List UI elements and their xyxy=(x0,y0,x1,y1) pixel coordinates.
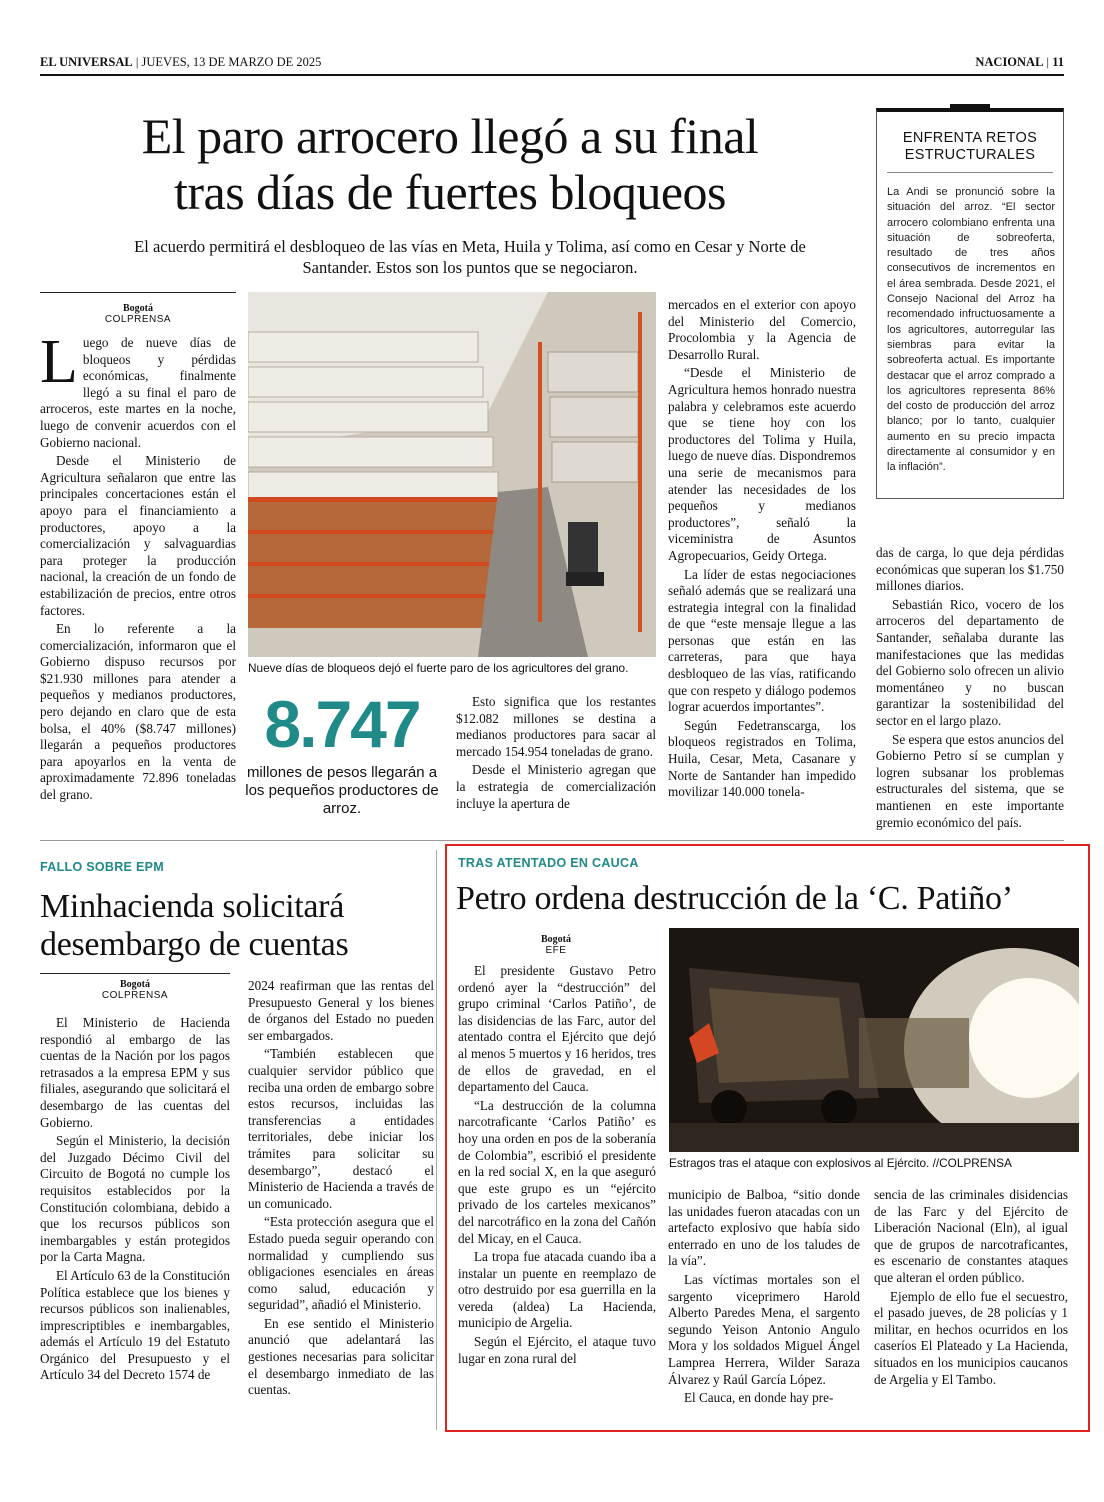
cauca-kicker: TRAS ATENTADO EN CAUCA xyxy=(458,856,639,870)
paper-name: EL UNIVERSAL xyxy=(40,55,133,69)
paragraph: “Desde el Ministerio de Agricultura hemos honrado nuestra palabra y celebramos este acuerdo que se tiene hoy con los productores del Tolima y Huila, luego de nueve días. Dispondremos una serie de mecanismos para atender las necesidades de los pequeños y medianos productores”, señaló la viceministra de Asuntos Agropecuarios, Geidy Ortega. xyxy=(668,365,856,563)
paragraph: En ese sentido el Ministerio anunció que adelantará las gestiones necesarias para solicitar el desembargo inmediato de las cuentas. xyxy=(248,1315,434,1398)
section-name: NACIONAL xyxy=(975,55,1044,69)
epm-column-1 xyxy=(40,1015,230,1386)
paragraph: 2024 reafirman que las rentas del Presupuesto General y los bienes de órganos del Estado no pueden ser embargados. xyxy=(248,978,434,1043)
paragraph: Se espera que estos anuncios del Gobierno Petro sí se cumplan y logren subsanar los problemas estructurales del sistema, que se mantienen en este importante gremio económico del país. xyxy=(876,731,1064,830)
paragraph: Esto significa que los restantes $12.082 millones se destina a medianos productores para sacar al mercado 154.954 toneladas de grano. xyxy=(456,694,656,759)
main-column-1 xyxy=(40,328,236,806)
paragraph: Ejemplo de ello fue el secuestro, el pasado jueves, de 28 policías y 1 militar, en hechos ocurridos en los caseríos El Plateado y La Hacienda, situados en los municipios caucanos de Argelia y El Tambo. xyxy=(874,1288,1068,1387)
sidebar-body: La Andi se pronunció sobre la situación del arroz. “El sector arrocero colombiano enfrenta una situación de sobreoferta, resultado de tres años consecutivos de incrementos en el área sembrada. Desde 2021, el Consejo Nacional del Arroz ha recomendado infructuosamente a los agricultores, autorregular las siembras para evitar la sobreoferta actual. Es importante destacar que el arroz comprado a los agricultores representa 86% del costo de producción del arroz blanco; por lo tanto, cualquier aumento en su precio impacta directamente al consumidor y en la inflación”. xyxy=(887,186,1055,474)
epm-kicker: FALLO SOBRE EPM xyxy=(40,860,164,874)
paragraph: El presidente Gustavo Petro ordenó ayer la “destrucción” del grupo criminal ‘Carlos Patiño’, de las disidencias de las Farc, autor del atentado contra el Ejército que dejó al menos 5 muertos y 16 heridos, tres de ellos de gravedad, en el departamento del Cauca. xyxy=(458,963,656,1095)
warehouse-illustration xyxy=(248,292,656,657)
cauca-headline: Petro ordena destrucción de la ‘C. Patiño’ xyxy=(456,880,1013,917)
dropcap: L xyxy=(40,328,78,396)
main-column-3 xyxy=(668,297,856,803)
paragraph: La líder de estas negociaciones señaló además que se realizará una estrategia integral con la finalidad de que “este mensaje llegue a las personas que están en las carreteras, para que haya desbloqueo de las vías, ratificando que con respeto y diálogo podemos lograr acuerdos importantes”. xyxy=(668,566,856,715)
paragraph: El Cauca, en donde hay pre- xyxy=(684,1390,834,1406)
photo-caption: Nueve días de bloqueos dejó el fuerte paro de los agricultores del grano. xyxy=(248,661,629,675)
masthead-rule xyxy=(40,74,1064,76)
headline-line-2: tras días de fuertes bloqueos xyxy=(173,164,726,220)
paragraph: mercados en el exterior con apoyo del Ministerio del Comercio, Procolombia y la Agencia de Desarrollo Rural. xyxy=(668,297,856,362)
cauca-column-2 xyxy=(668,1187,860,1409)
issue-date: JUEVES, 13 DE MARZO DE 2025 xyxy=(141,55,322,69)
main-byline: Bogotá COLPRENSA xyxy=(104,303,172,325)
big-number: 8.747 xyxy=(264,687,420,761)
sidebar-divider xyxy=(887,172,1053,173)
big-number-text: millones de pesos llegarán a los pequeños productores de arroz. xyxy=(245,764,439,817)
paragraph: El Ministerio de Hacienda respondió al embargo de las cuentas de la Nación por los pagos retrasados a la empresa EPM y sus filiales, asegurando que solicitará el desembargo de las cuentas del Gobierno. xyxy=(40,1015,230,1130)
main-headline xyxy=(40,108,860,220)
paragraph: das de carga, lo que deja pérdidas económicas que superan los $1.750 millones diarios. xyxy=(876,545,1064,594)
sidebar-title: ENFRENTA RETOS ESTRUCTURALES xyxy=(902,130,1038,163)
main-column-2 xyxy=(456,694,656,814)
paragraph: El Artículo 63 de la Constitución Política establece que los bienes y recursos públicos son inalienables, imprescriptibles e inembargables, además el Artículo 19 del Estatuto Orgánico del Presupuesto y el Artículo 34 del Decreto 1574 de xyxy=(40,1267,230,1383)
headline-line-1: El paro arrocero llegó a su final xyxy=(141,108,759,164)
epm-headline: Minhacienda solicitará desembargo de cuentas xyxy=(40,888,349,963)
warehouse-photo xyxy=(248,292,656,657)
section-divider xyxy=(40,840,1064,841)
paragraph: “La destrucción de la columna narcotraficante ‘Carlos Patiño’ es hoy una orden en pos de la soberanía de Colombia”, escribió el presidente en la red social X, en la que aseguró que este grupo es un “ejército privado de los carteles mexicanos” del narcotráfico en la zona del Cañón del Micay, en el Cauca. xyxy=(458,1097,656,1246)
cauca-byline: Bogotá EFE xyxy=(541,934,571,956)
page-number: 11 xyxy=(1052,55,1064,69)
attack-photo xyxy=(669,928,1079,1152)
epm-byline: Bogotá COLPRENSA xyxy=(101,979,169,1001)
paragraph: Desde el Ministerio agregan que la estrategia de comercialización incluye la apertura de xyxy=(456,762,656,811)
main-column-4 xyxy=(876,545,1064,833)
paragraph: Según el Ejército, el ataque tuvo lugar en zona rural del xyxy=(458,1334,656,1366)
paragraph: “También establecen que cualquier servidor público que reciba una orden de embargo sobre estos recursos, incluidas las transferencias a entidades territoriales, debe iniciar los trámites para solicitar su desembargo”, destacó el Ministerio de Hacienda a través de un comunicado. xyxy=(248,1046,434,1211)
byline-rule xyxy=(40,292,236,293)
paragraph: En lo referente a la comercialización, informaron que el Gobierno dispuso recursos por $21.930 millones para atender a pequeños y medianos productores, pero dejando en claro que de esta bolsa, el 40% ($8.747 millones) llegarán a pequeños productores para apoyarlos en la venta de aproximadamente 72.896 toneladas del grano. xyxy=(40,621,236,803)
main-deck: El acuerdo permitirá el desbloqueo de las vías en Meta, Huila y Tolima, así como en Cesar y Norte de Santander. Estos son los puntos que se negociaron. xyxy=(134,237,806,277)
paragraph: “Esta protección asegura que el Estado pueda seguir operando con normalidad y cumpliendo sus obligaciones esenciales en áreas como salud, educación y seguridad”, añadió el Ministerio. xyxy=(248,1214,434,1313)
cauca-column-3 xyxy=(874,1187,1068,1390)
attack-illustration xyxy=(669,928,1079,1152)
attack-photo-caption: Estragos tras el ataque con explosivos al Ejército. //COLPRENSA xyxy=(669,1156,1012,1170)
paragraph: municipio de Balboa, “sitio donde las unidades fueron atacadas con un artefacto explosivo que había sido enterrado en uno de los taludes de la vía”. xyxy=(668,1187,860,1269)
paragraph: Desde el Ministerio de Agricultura señalaron que entre las principales concertaciones están el apoyo para el financiamiento a productores, apoyo a la comercialización y salvaguardias para proteger la producción nacional, la creación de un fondo de estabilización de precios, entre otros factores. xyxy=(40,453,236,618)
paragraph: Las víctimas mortales son el sargento viceprimero Harold Alberto Paredes Mena, el sargento segundo Yeison Antonio Angulo Mora y los soldados Miguel Ángel Lamprea Herrera, Wilder Saraza Álvarez y Raúl García López. xyxy=(668,1271,860,1387)
paragraph: sencia de las criminales disidencias de las Farc y del Ejército de Liberación Nacional (Eln), al igual que de grupos de narcotraficantes, es escenario de constantes ataques que alteran el orden público. xyxy=(874,1187,1068,1285)
masthead: EL UNIVERSAL | JUEVES, 13 DE MARZO DE 2025 NACIONAL | 11 xyxy=(40,55,1064,69)
sidebar-box xyxy=(876,108,1064,499)
paragraph: Luego de nueve días de bloqueos y pérdidas económicas, finalmente llegó a su final el paro de arroceros, este martes en la noche, luego de convenir acuerdos con el Gobierno nacional. xyxy=(40,328,236,450)
column-divider xyxy=(436,850,437,1430)
paragraph: Según el Ministerio, la decisión del Juzgado Décimo Civil del Circuito de Bogotá no cumple los requisitos establecidos por la Constitución colombiana, debido a que los recursos públicos son inembargables y están protegidos por la Carta Magna. xyxy=(40,1133,230,1265)
paragraph: Sebastián Rico, vocero de los arroceros del departamento de Santander, señalaba durante las manifestaciones que las medidas del Gobierno solo ofrecen un alivio momentáneo y no buscan garantizar la sostenibilidad del sector en el largo plazo. xyxy=(876,596,1064,728)
cauca-column-1 xyxy=(458,963,656,1369)
paragraph: Según Fedetranscarga, los bloqueos registrados en Tolima, Huila, Cesar, Meta, Casanare y Norte de Santander han impedido movilizar 140.000 tonela- xyxy=(668,717,856,800)
epm-column-2 xyxy=(248,978,434,1401)
paragraph: La tropa fue atacada cuando iba a instalar un puente en reemplazo de otro destruido por esa guerrilla en la vereda (aldea) La Hacienda, municipio de Argelia. xyxy=(458,1249,656,1331)
epm-byline-rule xyxy=(40,973,230,974)
